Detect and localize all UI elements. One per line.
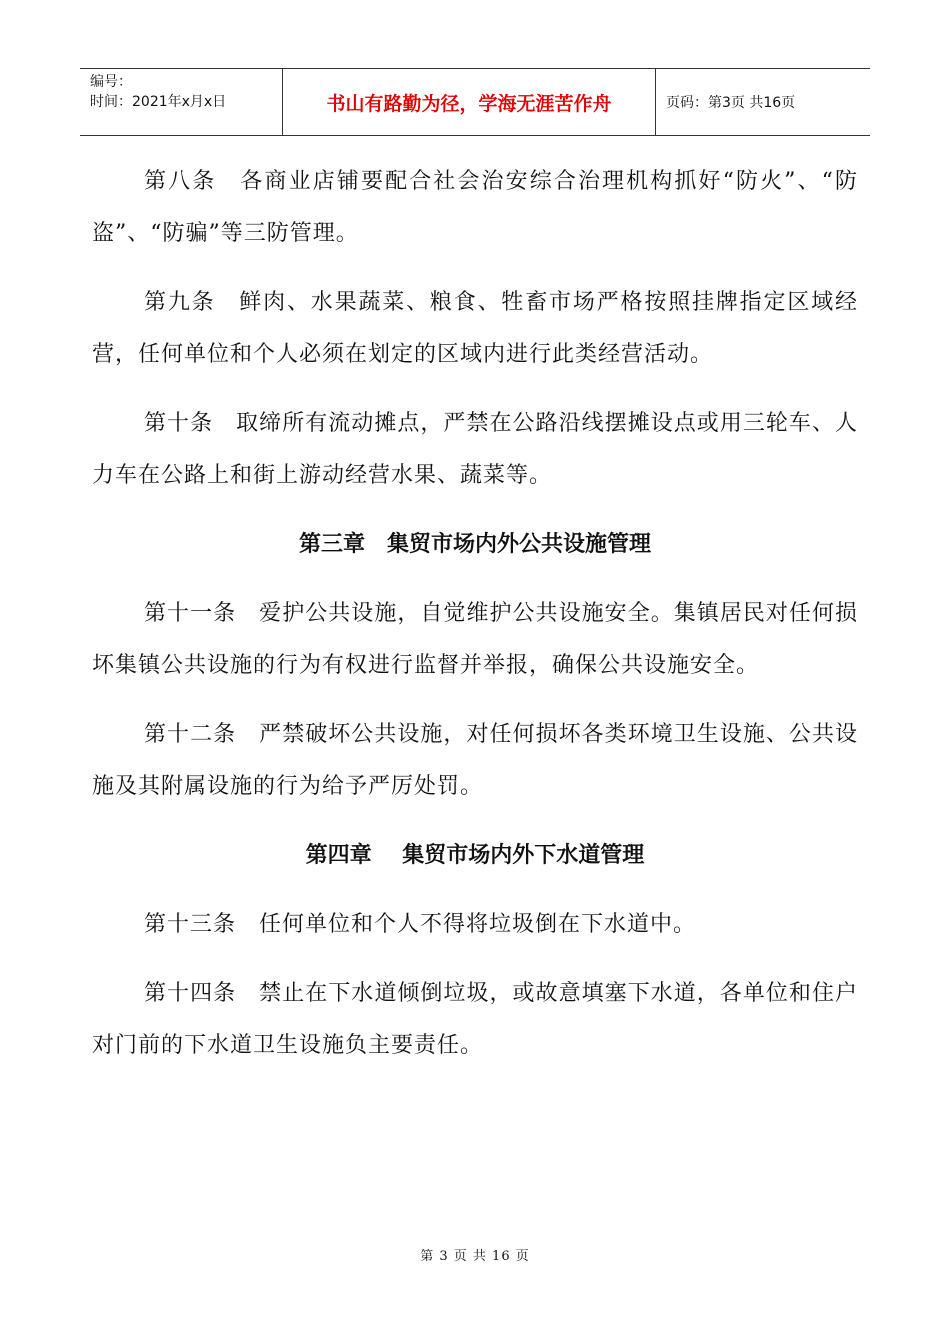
header-meta: [80, 69, 282, 135]
document-body: [92, 156, 858, 1089]
chapter-4-heading: 第四章 集贸市场内外下水道管理: [305, 843, 645, 868]
header-page-info: 页码：第3页 共16页: [666, 95, 796, 111]
article-10: 第十条 取缔所有流动摊点，严禁在公路沿线摆摊设点或用三轮车、人力车在公路上和街上游动经营水果、蔬菜等。: [92, 411, 858, 488]
article-8: 第八条 各商业店铺要配合社会治安综合治理机构抓好“防火”、“防盗”、“防骗”等三防管理。: [92, 169, 858, 246]
article-12: 第十二条 严禁破坏公共设施，对任何损坏各类环境卫生设施、公共设施及其附属设施的行为给予严厉处罚。: [92, 722, 858, 799]
article-13: 第十三条 任何单位和个人不得将垃圾倒在下水道中。: [144, 912, 697, 937]
document-time: 时间：2021年x月x日: [90, 94, 227, 110]
chapter-3-heading: 第三章 集贸市场内外公共设施管理: [298, 532, 651, 557]
article-14: 第十四条 禁止在下水道倾倒垃圾，或故意填塞下水道，各单位和住户对门前的下水道卫生设施负主要责任。: [92, 981, 858, 1058]
article-11: 第十一条 爱护公共设施，自觉维护公共设施安全。集镇居民对任何损坏集镇公共设施的行为有权进行监督并举报，确保公共设施安全。: [92, 601, 858, 678]
article-9: 第九条 鲜肉、水果蔬菜、粮食、牲畜市场严格按照挂牌指定区域经营，任何单位和个人必须在划定的区域内进行此类经营活动。: [92, 290, 858, 367]
page-footer: 第 3 页 共 16 页: [420, 1249, 530, 1264]
page-header: [80, 68, 870, 136]
document-number: 编号：: [90, 74, 132, 90]
header-motto: 书山有路勤为径，学海无涯苦作舟: [282, 69, 656, 135]
